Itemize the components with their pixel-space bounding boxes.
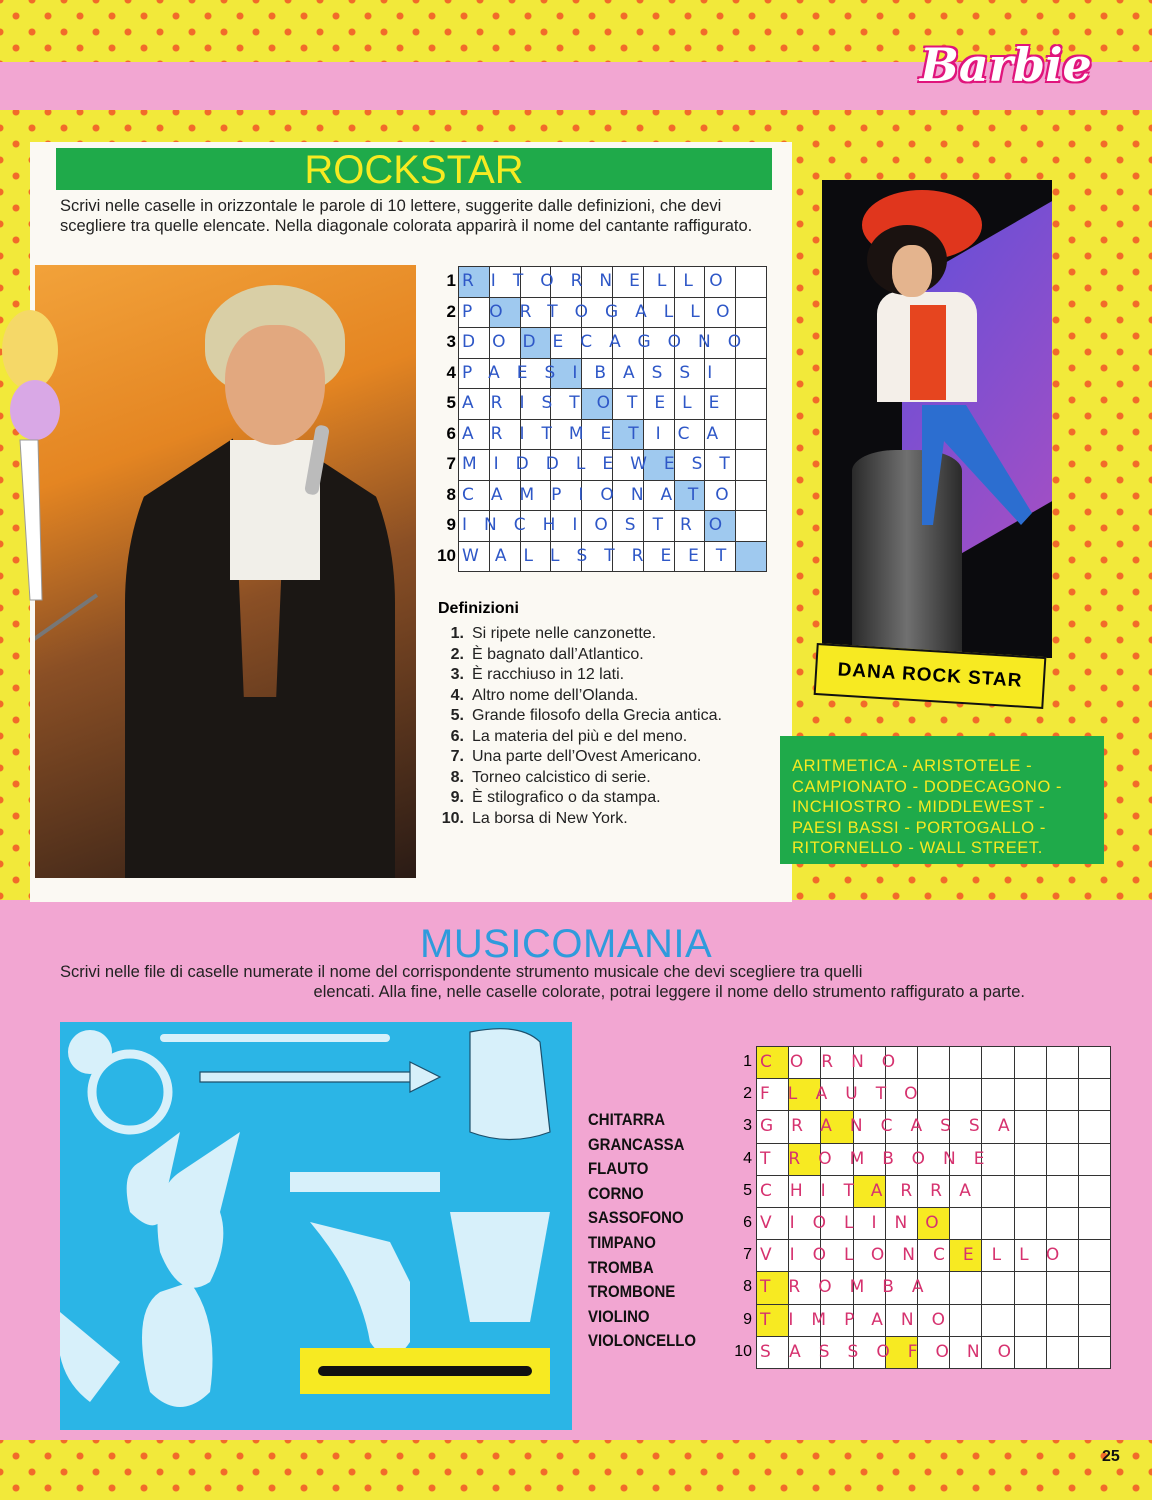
instrument-item: VIOLINO	[588, 1306, 650, 1326]
instrument-item: TROMBA	[588, 1257, 654, 1277]
answer-row[interactable]: TROMBA	[760, 1277, 942, 1298]
answer-options-box: ARITMETICA - ARISTOTELE - CAMPIONATO - DODECAGONO - INCHIOSTRO - MIDDLEWEST - PAESI BASSI - PORTOGALLO - RITORNELLO - WALL STREET.	[780, 736, 1104, 864]
musicomania-title: MUSICOMANIA	[420, 922, 713, 966]
instrument-item: FLAUTO	[588, 1159, 649, 1179]
row-number: 7	[446, 454, 456, 473]
answer-row[interactable]: VIOLONCELLO	[760, 1245, 1078, 1266]
definition-item: 6. La materia del più e del meno.	[450, 727, 688, 745]
grid-cell[interactable]	[1078, 1207, 1110, 1239]
intro-line: elencati. Alla fine, nelle caselle colorate, potrai leggere il nome dello strumento raffigurato a parte.	[313, 983, 1025, 1001]
answer-row[interactable]: GRANCASSA	[760, 1116, 1028, 1137]
instrument-item: CHITARRA	[588, 1110, 666, 1129]
barbie-logo: Barbie	[920, 38, 1092, 92]
answer-row[interactable]: ARISTOTELE	[462, 393, 737, 413]
definition-item: 7. Una parte dell’Ovest Americano.	[450, 748, 702, 765]
answer-row[interactable]: VIOLINO	[760, 1212, 957, 1233]
row-number: 6	[446, 423, 456, 443]
intro-line: Scrivi nelle file di caselle numerate il nome del corrispondente strumento musicale che devi scegliere tra quelli	[60, 963, 863, 981]
row-number: 9	[743, 1310, 752, 1328]
instrument-list	[588, 1108, 711, 1354]
instrument-item: GRANCASSA	[588, 1134, 685, 1154]
row-number: 8	[743, 1278, 752, 1296]
answer-row[interactable]: PORTOGALLO	[462, 301, 747, 322]
definition-item: 5. Grande filosofo della Grecia antica.	[450, 707, 722, 724]
row-number: 4	[446, 362, 456, 382]
row-number: 4	[743, 1149, 752, 1167]
answer-row[interactable]: CORNO	[760, 1052, 914, 1072]
grid-cell[interactable]	[1078, 1111, 1110, 1143]
musicomania-intro	[60, 962, 1120, 1002]
page-number: 25	[1102, 1448, 1120, 1465]
answer-row[interactable]: TIMPANO	[760, 1309, 963, 1330]
row-number: 3	[446, 332, 456, 351]
rockstar-title: ROCKSTAR	[56, 148, 772, 190]
row-number: 1	[446, 271, 456, 290]
answer-row[interactable]: CAMPIONATO	[462, 484, 746, 505]
instrument-item: SASSOFONO	[588, 1208, 684, 1228]
answer-row[interactable]: WALLSTREET	[462, 545, 744, 566]
row-number: 5	[446, 393, 456, 412]
row-number: 5	[743, 1181, 752, 1199]
definition-item: 3. È racchiuso in 12 lati.	[450, 666, 625, 683]
answer-row[interactable]: DODECAGONO	[462, 332, 759, 352]
answer-row[interactable]: PAESIBASSI	[462, 362, 730, 383]
instrument-item: TIMPANO	[588, 1232, 656, 1252]
answer-row[interactable]: CHITARRA	[760, 1180, 989, 1201]
answer-row[interactable]: SASSOFONO	[760, 1341, 1029, 1362]
grid-cell[interactable]	[1078, 1240, 1110, 1272]
answer-row[interactable]: RITORNELLO	[462, 271, 740, 291]
grid-cell[interactable]	[1078, 1304, 1110, 1336]
instrument-item: CORNO	[588, 1183, 644, 1203]
grid-cell[interactable]	[1078, 1175, 1110, 1207]
grid-cell[interactable]	[1078, 1272, 1110, 1304]
row-number: 10	[437, 545, 456, 565]
musicomania-handwritten-answers	[760, 1046, 1077, 1368]
row-number: 8	[446, 484, 456, 504]
row-number: 2	[446, 301, 456, 321]
row-number: 6	[743, 1213, 752, 1231]
answer-row[interactable]: TROMBONE	[760, 1148, 1003, 1169]
dana-label: DANA ROCK STAR	[814, 643, 1047, 709]
answer-row[interactable]: MIDDLEWEST	[462, 454, 747, 474]
singer-photo	[35, 265, 416, 878]
grid-cell[interactable]	[1078, 1336, 1110, 1368]
definition-item: 10. La borsa di New York.	[441, 809, 628, 827]
grid-cell[interactable]	[1078, 1143, 1110, 1175]
definition-item: 4. Altro nome dell’Olanda.	[450, 686, 639, 704]
answer-row[interactable]: INCHIOSTRO	[462, 515, 740, 535]
definition-item: 9. È stilografico o da stampa.	[450, 789, 661, 806]
barbie-illustration	[0, 300, 60, 620]
rockstar-row-numbers	[430, 266, 456, 571]
answer-row[interactable]: ARITMETICA	[462, 423, 736, 444]
definitions-title: Definizioni	[438, 600, 519, 617]
definition-item: 1. Si ripete nelle canzonette.	[450, 625, 657, 642]
instrument-item: VIOLONCELLO	[588, 1331, 697, 1351]
clarinet-image	[300, 1348, 550, 1394]
row-number: 2	[743, 1085, 752, 1103]
row-number: 1	[743, 1053, 752, 1070]
musicomania-row-numbers	[720, 1046, 752, 1368]
row-number: 7	[743, 1246, 752, 1264]
definitions-list	[436, 624, 792, 829]
dana-doll-photo	[822, 180, 1052, 658]
grid-cell[interactable]	[1078, 1079, 1110, 1111]
rockstar-handwritten-answers	[462, 266, 758, 571]
row-number: 3	[743, 1117, 752, 1135]
rockstar-intro: Scrivi nelle caselle in orizzontale le parole di 10 lettere, suggerite dalle definizioni, che devi scegliere tra quelle elencate. Nella diagonale colorata apparirà il nome del cantante raffigurato.	[60, 197, 753, 235]
grid-cell[interactable]	[1078, 1047, 1110, 1079]
definition-item: 8. Torneo calcistico di serie.	[450, 768, 651, 786]
instrument-item: TROMBONE	[588, 1282, 676, 1302]
row-number: 9	[446, 515, 456, 534]
answer-row[interactable]: FLAUTO	[760, 1084, 936, 1105]
row-number: 10	[734, 1342, 752, 1360]
definition-item: 2. È bagnato dall’Atlantico.	[450, 645, 644, 663]
